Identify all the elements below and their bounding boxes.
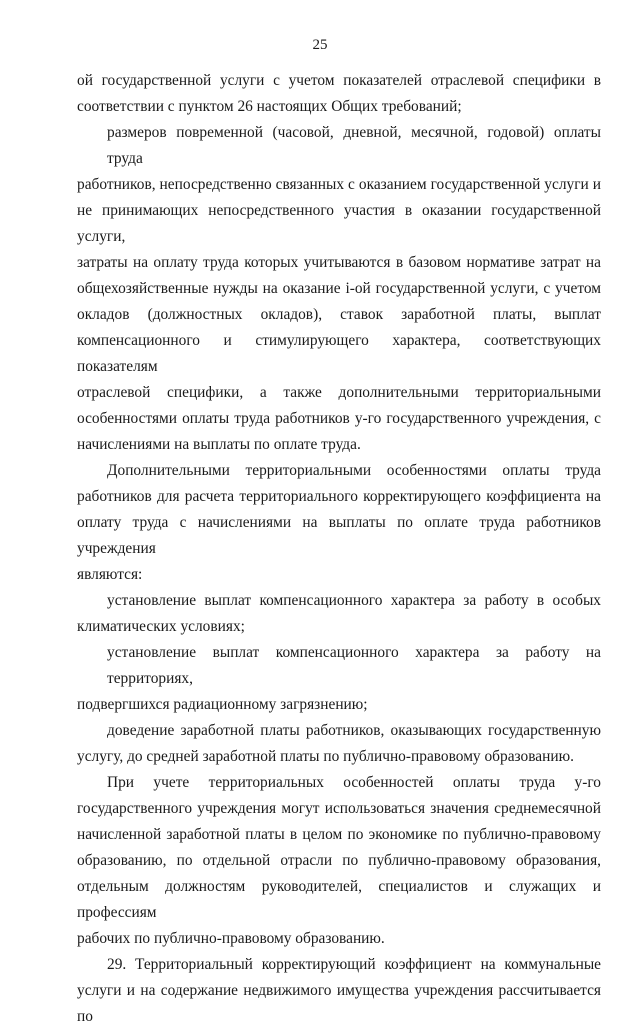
paragraph-line: не принимающих непосредственного участия в оказании государственной услуги, xyxy=(77,202,601,245)
paragraph-line: ой государственной услуги с учетом показателей отраслевой специфики в xyxy=(77,72,601,89)
paragraph-line: климатических условиях; xyxy=(77,618,245,635)
paragraph-line: рабочих по публично-правовому образованию. xyxy=(77,930,385,947)
paragraph-line: соответствии с пунктом 26 настоящих Общих требований; xyxy=(77,98,462,115)
paragraph-line: отдельным должностям руководителей, специалистов и служащих и профессиям xyxy=(77,878,601,921)
paragraph-line: оплату труда с начислениями на выплаты по оплате труда работников учреждения xyxy=(77,514,601,557)
paragraph xyxy=(77,952,601,1030)
paragraph-line: начислениями на выплаты по оплате труда. xyxy=(77,436,361,453)
paragraph-line: установление выплат компенсационного характера за работу в особых xyxy=(107,592,601,609)
paragraph-line: государственного учреждения могут использоваться значения среднемесячной xyxy=(77,800,601,817)
paragraph-line: компенсационного и стимулирующего характера, соответствующих показателям xyxy=(77,332,601,375)
paragraph xyxy=(77,120,601,458)
paragraph-line: затраты на оплату труда которых учитываются в базовом нормативе затрат на xyxy=(77,254,601,271)
paragraph xyxy=(77,458,601,588)
paragraph xyxy=(77,588,601,640)
paragraph xyxy=(77,640,601,718)
paragraph-line: Дополнительными территориальными особенностями оплаты труда xyxy=(107,462,601,479)
paragraph xyxy=(77,718,601,770)
paragraph-line: работников для расчета территориального корректирующего коэффициента на xyxy=(77,488,601,505)
paragraph-line: 29. Территориальный корректирующий коэффициент на коммунальные xyxy=(107,956,601,973)
paragraph-line: образованию, по отдельной отрасли по публично-правовому образования, xyxy=(77,852,601,869)
paragraph-line: окладов (должностных окладов), ставок заработной платы, выплат xyxy=(77,306,601,323)
paragraph-line: подвергшихся радиационному загрязнению; xyxy=(77,696,368,713)
paragraph-line: установление выплат компенсационного характера за работу на территориях, xyxy=(107,644,601,687)
paragraph xyxy=(77,770,601,952)
paragraph xyxy=(77,68,601,120)
paragraph-line: работников, непосредственно связанных с оказанием государственной услуги и xyxy=(77,176,601,193)
paragraph-line: являются: xyxy=(77,566,143,583)
document-body xyxy=(77,68,601,1030)
paragraph-line: услугу, до средней заработной платы по публично-правовому образованию. xyxy=(77,748,574,765)
paragraph-line: услуги и на содержание недвижимого имущества учреждения рассчитывается по xyxy=(77,982,601,1025)
paragraph-line: размеров повременной (часовой, дневной, месячной, годовой) оплаты труда xyxy=(107,124,601,167)
paragraph-line: начисленной заработной платы в целом по экономике по публично-правовому xyxy=(77,826,601,843)
paragraph-line: При учете территориальных особенностей оплаты труда y-го xyxy=(107,774,601,791)
paragraph-line: особенностями оплаты труда работников y-го государственного учреждения, с xyxy=(77,410,601,427)
paragraph-line: доведение заработной платы работников, оказывающих государственную xyxy=(107,722,601,739)
paragraph-line: общехозяйственные нужды на оказание i-ой государственной услуги, с учетом xyxy=(77,280,601,297)
paragraph-line: отраслевой специфики, а также дополнительными территориальными xyxy=(77,384,601,401)
page-number: 25 xyxy=(312,37,328,53)
